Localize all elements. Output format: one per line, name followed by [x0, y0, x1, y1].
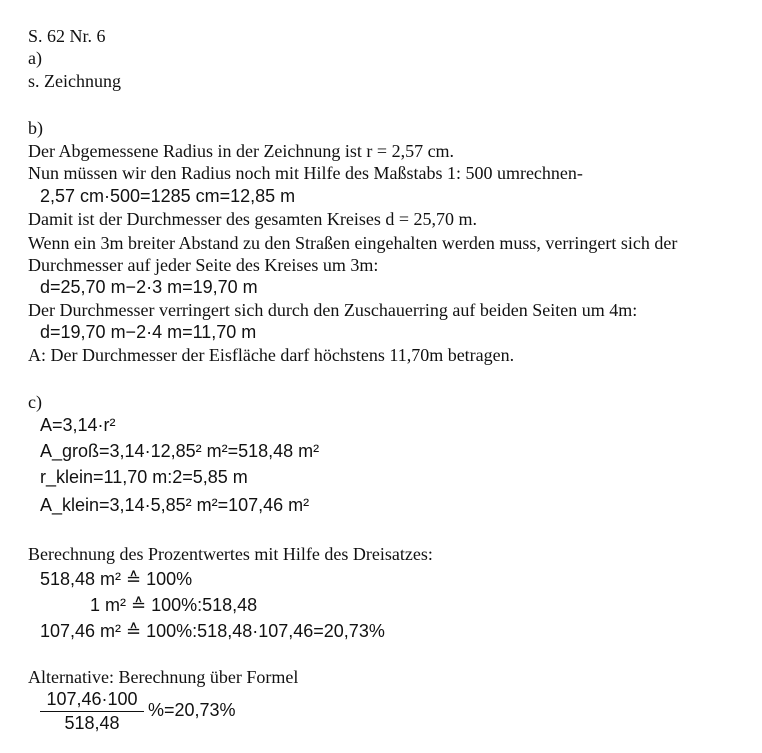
- part-a-text: s. Zeichnung: [28, 71, 121, 91]
- calc-diameter-2: d=19,70 m−2·4 m=11,70 m: [40, 322, 257, 342]
- part-b-line: Damit ist der Durchmesser des gesamten Kreises d = 25,70 m.: [28, 209, 478, 229]
- part-a-label: a): [28, 48, 42, 68]
- calc-radius: 2,57 cm·500=1285 cm=12,85 m: [40, 186, 296, 206]
- dreisatz-line: 518,48 m² ≙ 100%: [40, 569, 193, 589]
- fraction: [40, 688, 144, 734]
- part-b-line: Wenn ein 3m breiter Abstand zu den Straßen eingehalten werden muss, verringert sich der: [28, 233, 678, 253]
- part-b-label: b): [28, 118, 43, 138]
- dreisatz-title: Berechnung des Prozentwertes mit Hilfe des Dreisatzes:: [28, 544, 433, 564]
- part-b-answer: A: Der Durchmesser der Eisfläche darf höchstens 11,70m betragen.: [28, 345, 515, 365]
- part-b-line: Der Durchmesser verringert sich durch den Zuschauerring auf beiden Seiten um 4m:: [28, 300, 638, 320]
- part-b-line: Durchmesser auf jeder Seite des Kreises um 3m:: [28, 255, 379, 275]
- formula-radius-small: r_klein=11,70 m:2=5,85 m: [40, 467, 248, 487]
- part-c-label: c): [28, 392, 42, 412]
- fraction-numerator: 107,46·100: [40, 688, 144, 712]
- exercise-reference: S. 62 Nr. 6: [28, 26, 106, 46]
- part-b-line: Der Abgemessene Radius in der Zeichnung ist r = 2,57 cm.: [28, 141, 455, 161]
- formula-area-large: A_groß=3,14·12,85² m²=518,48 m²: [40, 441, 320, 461]
- formula-area: A=3,14·r²: [40, 415, 116, 435]
- dreisatz-line: 1 m² ≙ 100%:518,48: [90, 595, 258, 615]
- fraction-denominator: 518,48: [64, 713, 120, 733]
- dreisatz-line: 107,46 m² ≙ 100%:518,48·107,46=20,73%: [40, 621, 385, 641]
- calc-diameter-1: d=25,70 m−2·3 m=19,70 m: [40, 277, 258, 297]
- fraction-result: %=20,73%: [148, 700, 236, 720]
- part-b-line: Nun müssen wir den Radius noch mit Hilfe des Maßstabs 1: 500 umrechnen-: [28, 163, 583, 183]
- alternative-title: Alternative: Berechnung über Formel: [28, 667, 299, 687]
- formula-area-small: A_klein=3,14·5,85² m²=107,46 m²: [40, 495, 310, 515]
